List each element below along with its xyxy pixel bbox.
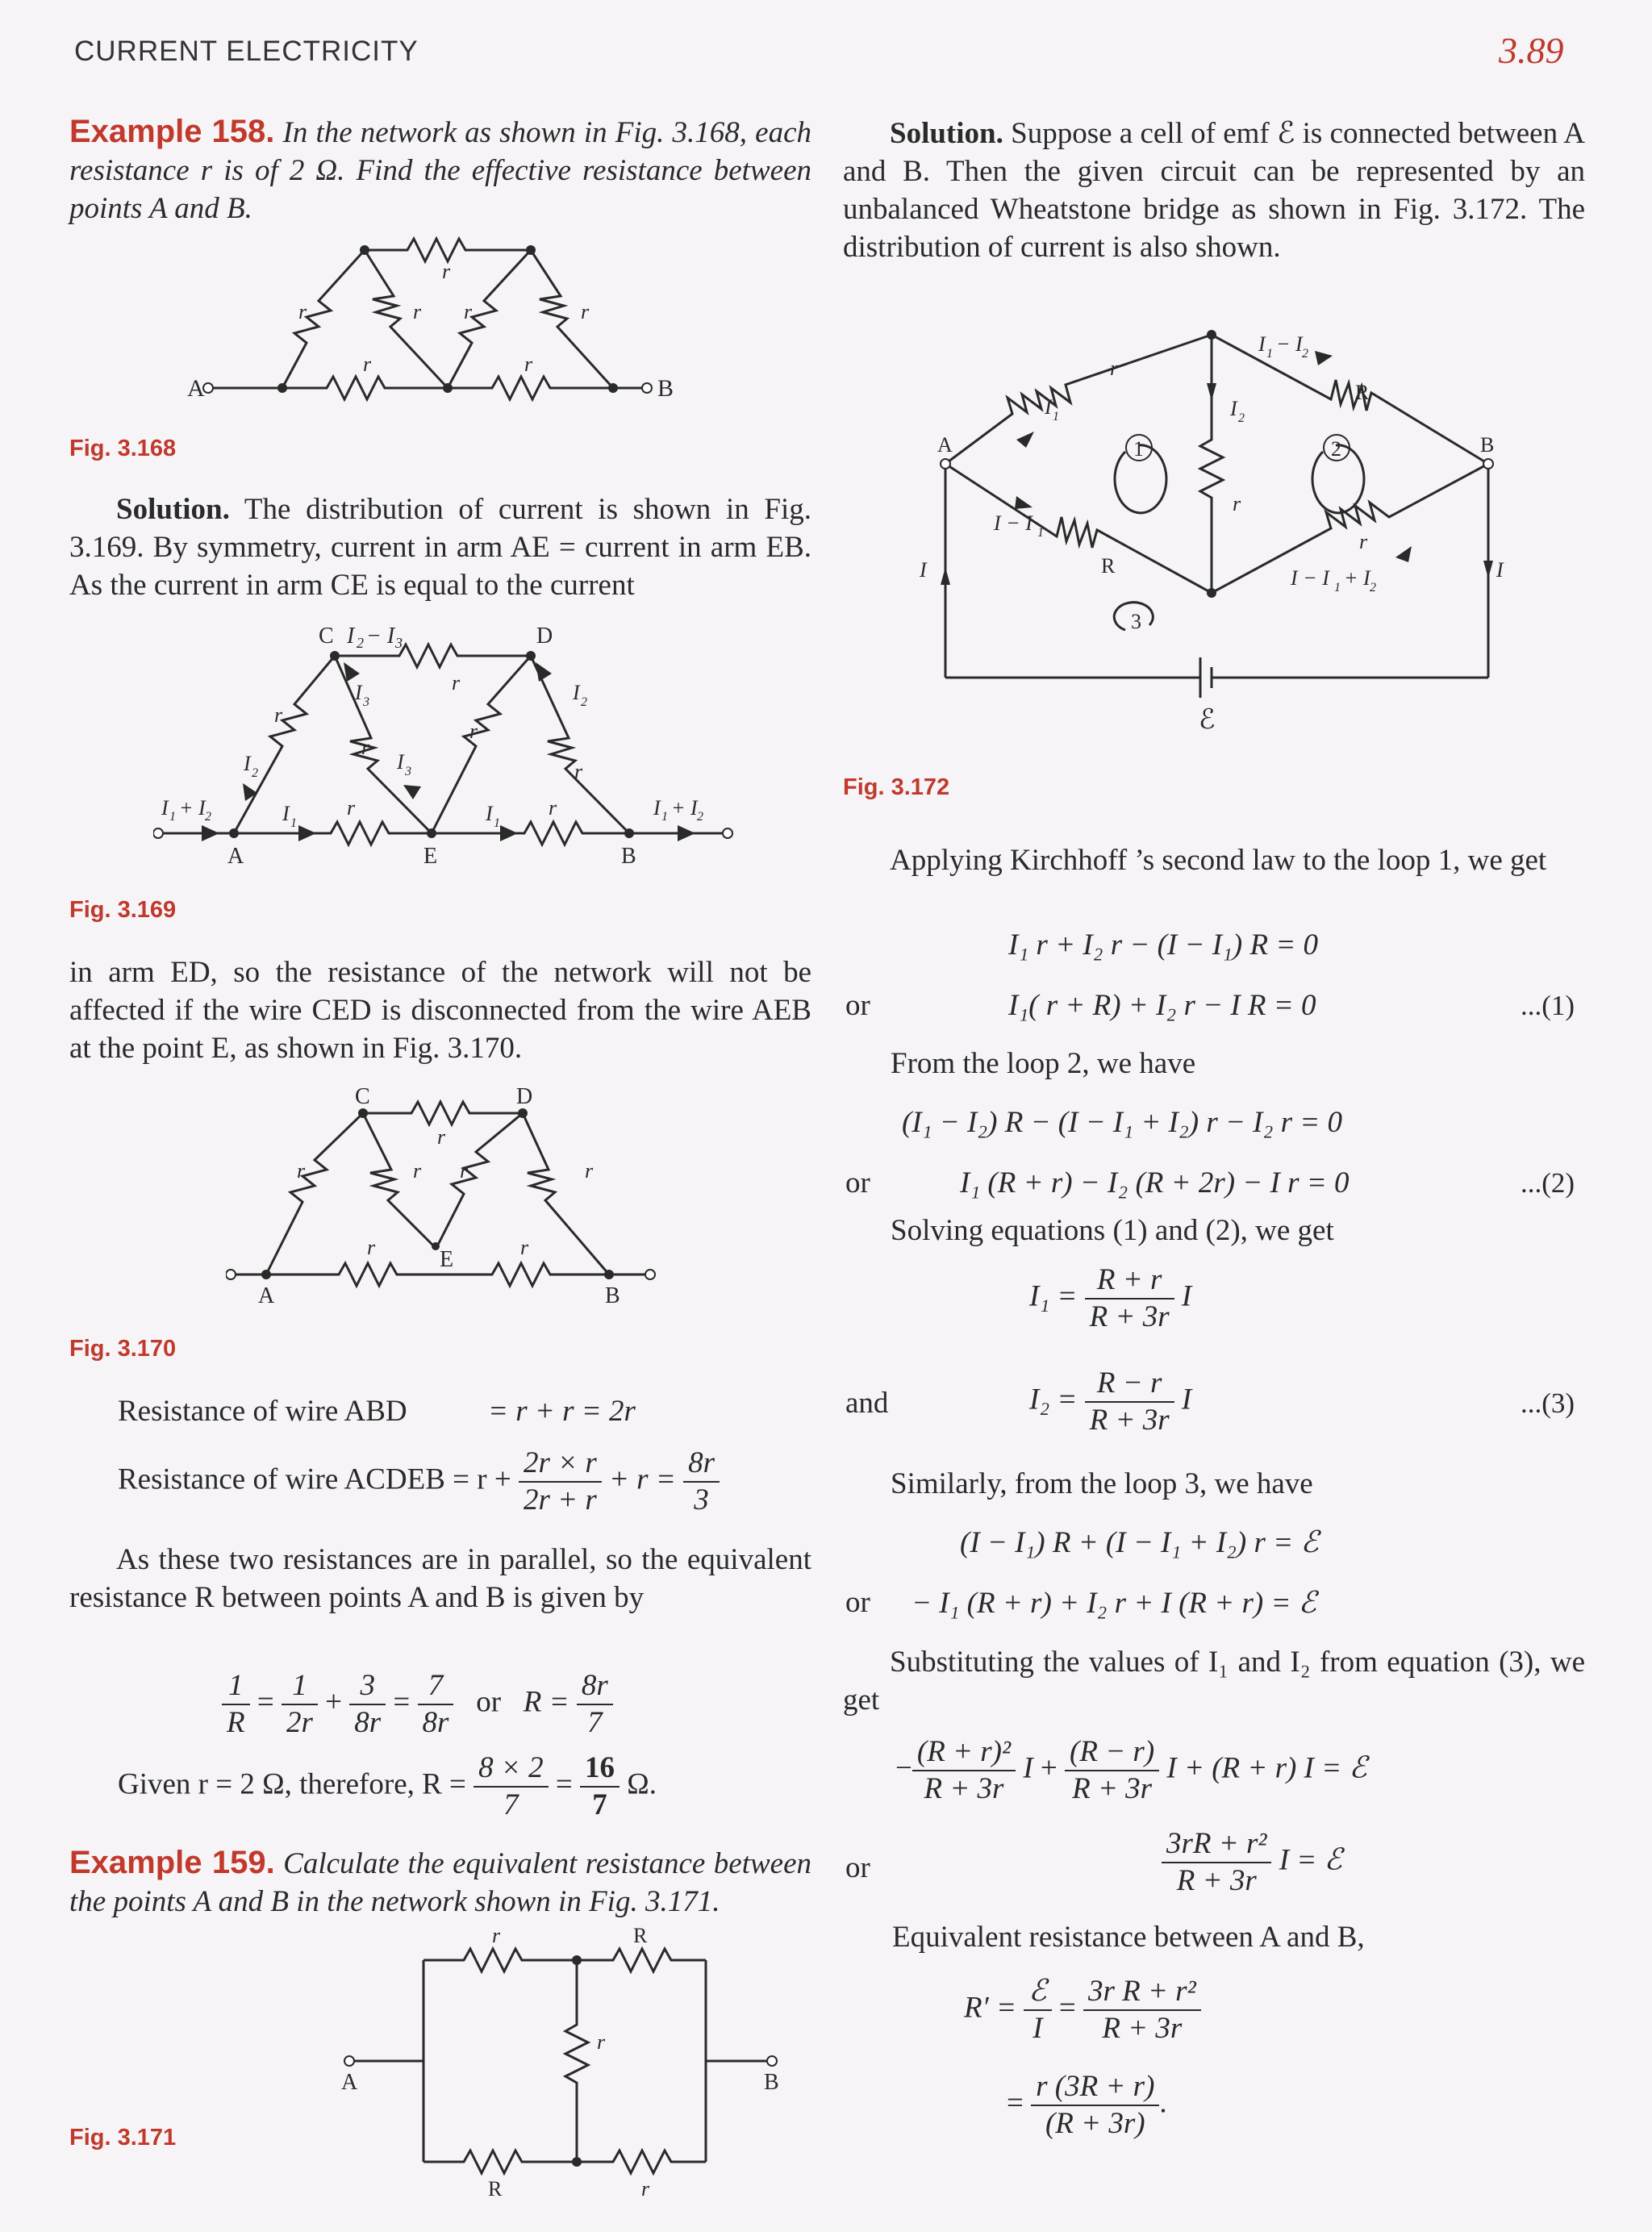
equivalent-resistance-result: = $\frac{r (3R + r)}{(R + 3r)}$ . [1007,2070,1167,2140]
svg-text:I: I [347,624,355,649]
svg-text:r: r [297,1159,306,1183]
svg-text:r: r [585,1159,594,1183]
equation-number-1: ...(1) [1521,990,1575,1021]
svg-text:1: 1 [290,816,297,830]
i1-solution: I₁ = $\frac{R + r}{R + 3r}$ I [1029,1263,1192,1333]
solution-159-paragraph: Solution. Suppose a cell of emf ℰ is connected between A and B. Then the given circuit can be represented by an unbalanced Wheatstone bridge as shown in Fig. 3.172. The distribution of current is also shown. [843,117,1585,264]
figure-3-169 [153,617,742,883]
svg-text:r: r [1110,357,1119,380]
svg-text:r: r [363,353,372,376]
solution-158-paragraph-2: in arm ED, so the resistance of the network will not be affected if the wire CED is disconnected from the wire AEB at the point E, as shown in Fig. 3.170. [69,956,811,1065]
svg-text:A: A [227,844,244,869]
svg-text:r: r [367,1236,376,1259]
svg-text:D: D [516,1084,533,1109]
svg-text:I: I [397,750,404,774]
svg-text:A: A [937,433,953,457]
or-label-2: or [845,1166,870,1199]
equation-loop3-a: (I − I₁) R + (I − I₁ + I₂) r = ℰ [960,1526,1319,1559]
solving-label: Solving equations (1) and (2), we get [891,1214,1334,1247]
svg-text:A: A [341,2070,358,2095]
equation-number-3: ...(3) [1521,1387,1575,1419]
resistance-abd-value: = r + r = 2r [488,1395,636,1428]
parallel-resistance-equation: $\frac{1}{R}$ = $\frac{1}{2r}$ + $\frac{3}{8r}$ = $\frac{7}{8r}$ or R = $\frac{8r}{7}$ [222,1668,613,1741]
svg-text:E: E [423,844,438,869]
resistance-abd-label: Resistance of wire ABD [118,1395,407,1428]
svg-text:3: 3 [363,695,369,709]
svg-text:R: R [633,1928,648,1947]
svg-text:ℰ: ℰ [1199,705,1216,735]
svg-text:2: 2 [205,810,211,824]
simplified-equation: $\frac{\text{3rR + r²}}{R + 3r}$ I = ℰ [1162,1826,1342,1899]
svg-text:r: r [597,2030,606,2054]
svg-text:2: 2 [252,766,258,780]
svg-text:2: 2 [1331,437,1341,461]
svg-text:I: I [1258,332,1266,356]
svg-text:1: 1 [1133,437,1144,461]
svg-text:I: I [244,752,251,775]
page-number: 3.89 [1499,30,1564,71]
svg-text:r: r [574,760,583,783]
fig-3-170-caption: Fig. 3.170 [69,1336,177,1362]
svg-text:2: 2 [1370,581,1376,595]
svg-text:+ I: + I [671,796,698,820]
resistance-acdeb-equation: Resistance of wire ACDEB = r + $\frac{2r \times r}{2r + r}$ + r = $\frac{8r}{3}$ [118,1446,720,1518]
equation-loop1-a: I₁ r + I₂ r − (I − I₁) R = 0 [1008,928,1319,962]
svg-text:r: r [1359,530,1368,553]
svg-text:C: C [355,1084,370,1109]
svg-text:r: r [520,1236,529,1259]
svg-text:r: r [347,796,356,820]
svg-text:I: I [1496,558,1504,582]
svg-text:r: r [492,1928,501,1947]
svg-text:r: r [437,1125,446,1149]
svg-text:− I: − I [1276,332,1303,356]
svg-text:+ I: + I [1344,566,1370,590]
svg-text:+ I: + I [179,796,206,820]
svg-text:B: B [657,375,674,402]
svg-text:R: R [1101,554,1116,578]
svg-text:r: r [460,1159,469,1183]
svg-text:2: 2 [1238,411,1245,425]
equation-loop1-b: I₁( r + R) + I₂ r − I R = 0 [1008,989,1316,1022]
svg-text:− I: − I [366,624,395,649]
svg-text:r: r [298,300,307,323]
svg-text:1: 1 [1053,410,1059,423]
given-r-equation: Given r = 2 Ω, therefore, R = $\frac{8 \times 2}{7}$ = $\frac{16}{7}$ Ω. [118,1751,657,1821]
figure-3-171 [319,1928,795,2202]
svg-text:r: r [549,796,557,820]
svg-text:I: I [355,681,362,704]
equivalent-resistance-label: Equivalent resistance between A and B, [892,1921,1365,1954]
svg-text:r: r [413,1159,422,1183]
fig-3-168-caption: Fig. 3.168 [69,436,177,461]
svg-text:1: 1 [661,810,668,824]
svg-text:r: r [464,300,473,323]
svg-text:r: r [361,736,370,759]
svg-text:1: 1 [169,810,176,824]
svg-text:3: 3 [1131,610,1141,633]
substituting-paragraph: Substituting the values of I₁ and I₂ from equation (3), we get [843,1646,1585,1717]
loop3-label: Similarly, from the loop 3, we have [891,1467,1313,1500]
fig-3-171-caption: Fig. 3.171 [69,2125,177,2151]
running-header: CURRENT ELECTRICITY [74,35,419,67]
figure-3-172 [895,319,1541,738]
svg-text:A: A [187,375,205,402]
or-label-1: or [845,989,870,1022]
svg-text:2: 2 [1302,347,1308,361]
svg-text:r: r [413,300,422,323]
svg-text:B: B [764,2070,779,2095]
or-label-3: or [845,1586,870,1619]
svg-text:B: B [605,1283,620,1307]
figure-3-168 [186,230,702,411]
svg-text:r: r [442,260,451,283]
svg-text:2: 2 [357,635,364,651]
svg-text:r: r [581,300,590,323]
svg-text:I: I [161,796,169,820]
and-label: and [845,1387,889,1420]
equation-loop2-b: I₁ (R + r) − I₂ (R + 2r) − I r = 0 [960,1166,1350,1199]
example-159-question: Example 159. Calculate the equivalent resistance between the points A and B in the network shown in Fig. 3.171. [69,1845,811,1918]
svg-text:3: 3 [405,765,411,778]
figure-3-170 [226,1081,678,1307]
svg-text:I: I [1230,397,1237,420]
svg-text:2: 2 [697,810,703,824]
svg-text:1: 1 [1266,347,1273,361]
svg-text:I − I: I − I [1291,566,1329,590]
kirchhoff-paragraph: Applying Kirchhoff ’s second law to the loop 1, we get [890,844,1547,877]
svg-text:r: r [469,720,478,743]
parallel-paragraph: As these two resistances are in parallel, so the equivalent resistance R between points A and B is given by [69,1543,811,1614]
svg-text:E: E [440,1247,454,1272]
svg-text:1: 1 [494,816,500,830]
fig-3-169-caption: Fig. 3.169 [69,897,177,923]
svg-text:B: B [1480,433,1495,457]
svg-text:I: I [573,681,580,704]
svg-text:1: 1 [1037,526,1044,540]
svg-text:r: r [524,353,533,376]
svg-text:1: 1 [1334,581,1341,595]
svg-text:r: r [1233,492,1241,515]
svg-text:I − I: I − I [994,511,1032,535]
svg-text:I: I [486,802,493,825]
fig-3-172-caption: Fig. 3.172 [843,774,950,800]
example-158-question: Example 158. In the network as shown in Fig. 3.168, each resistance r is of 2 Ω. Find the effective resistance between points A and B. [69,114,811,225]
svg-text:r: r [274,703,283,727]
svg-text:I: I [653,796,661,820]
equation-loop3-b: − I₁ (R + r) + I₂ r + I (R + r) = ℰ [912,1587,1317,1620]
equation-number-2: ...(2) [1521,1167,1575,1199]
svg-text:3: 3 [395,635,403,651]
solution-158-paragraph-1: Solution. The distribution of current is shown in Fig. 3.169. By symmetry, current in arm AE = current in arm EB. As the current in arm CE is equal to the current [69,493,811,602]
or-label-4: or [845,1851,870,1884]
svg-text:C: C [319,624,334,649]
substituted-equation: − $\frac{\text{(R + r)²}}{R + 3r}$ I + $\frac{(R - r)}{R + 3r}$ I + (R + r) I = ℰ [895,1735,1367,1805]
svg-text:D: D [536,624,553,649]
equation-loop2-a: (I₁ − I₂) R − (I − I₁ + I₂) r − I₂ r = 0 [902,1106,1342,1139]
svg-text:R: R [488,2177,503,2201]
equivalent-resistance-equation: R′ = $\frac{\text{ℰ}}{I}$ = $\frac{\text{3r R + r²}}{R + 3r}$ [964,1974,1201,2046]
svg-text:I: I [1045,395,1052,419]
svg-text:A: A [258,1283,275,1307]
svg-text:r: r [641,2177,650,2201]
svg-text:I: I [920,558,927,582]
i2-solution: I₂ = $\frac{R - r}{R + 3r}$ I [1029,1366,1192,1437]
svg-text:2: 2 [581,695,587,709]
svg-text:r: r [452,671,461,695]
svg-text:B: B [621,844,636,869]
svg-text:I: I [282,802,290,825]
loop2-label: From the loop 2, we have [891,1047,1196,1080]
svg-text:R: R [1355,381,1370,404]
